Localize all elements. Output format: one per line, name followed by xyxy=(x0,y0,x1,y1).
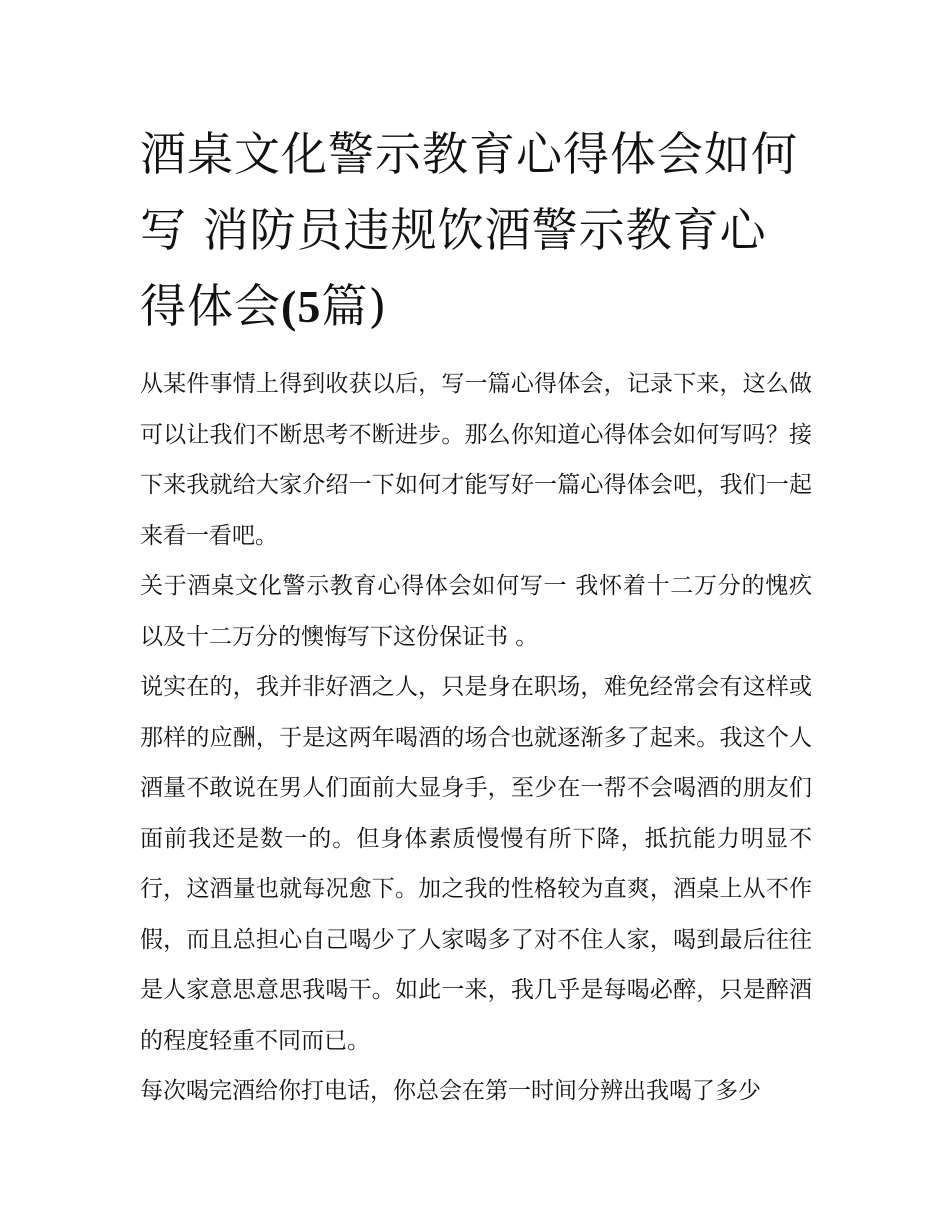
title-count-suffix: 篇) xyxy=(321,279,388,333)
paragraph-section-one-opening: 关于酒桌文化警示教育心得体会如何写一 我怀着十二万分的愧疚以及十二万分的懊悔写下这份保证书 。 xyxy=(140,573,812,650)
paragraph-intro: 从某件事情上得到收获以后，写一篇心得体会，记录下来，这么做可以让我们不断思考不断进步。那么你知道心得体会如何写吗？接下来我就给大家介绍一下如何才能写好一篇心得体会吧，我们一起来看一看吧。 xyxy=(140,371,812,549)
title-main-text: 酒桌文化警示教育心得体会如何写 消防员违规饮酒警示教育心得体会 xyxy=(140,127,798,333)
title-count-number: (5 xyxy=(281,281,322,332)
paragraph-drinking-story: 说实在的，我并非好酒之人，只是身在职场，难免经常会有这样或那样的应酬，于是这两年喝酒的场合也就逐渐多了起来。我这个人酒量不敢说在男人们面前大显身手，至少在一帮不会喝酒的朋友们面前我还是数一的。但身体素质慢慢有所下降，抵抗能力明显不行，这酒量也就每况愈下。加之我的性格较为直爽，酒桌上从不作假，而且总担心自己喝少了人家喝多了对不住人家，喝到最后往往是人家意思意思我喝干。如此一来，我几乎是每喝必醉，只是醉酒的程度轻重不同而已。 xyxy=(140,674,812,1054)
paragraph-phone-call: 每次喝完酒给你打电话，你总会在第一时间分辨出我喝了多少 xyxy=(140,1078,761,1104)
document-page xyxy=(140,116,812,1117)
document-body xyxy=(140,359,812,1117)
document-title xyxy=(140,116,812,345)
